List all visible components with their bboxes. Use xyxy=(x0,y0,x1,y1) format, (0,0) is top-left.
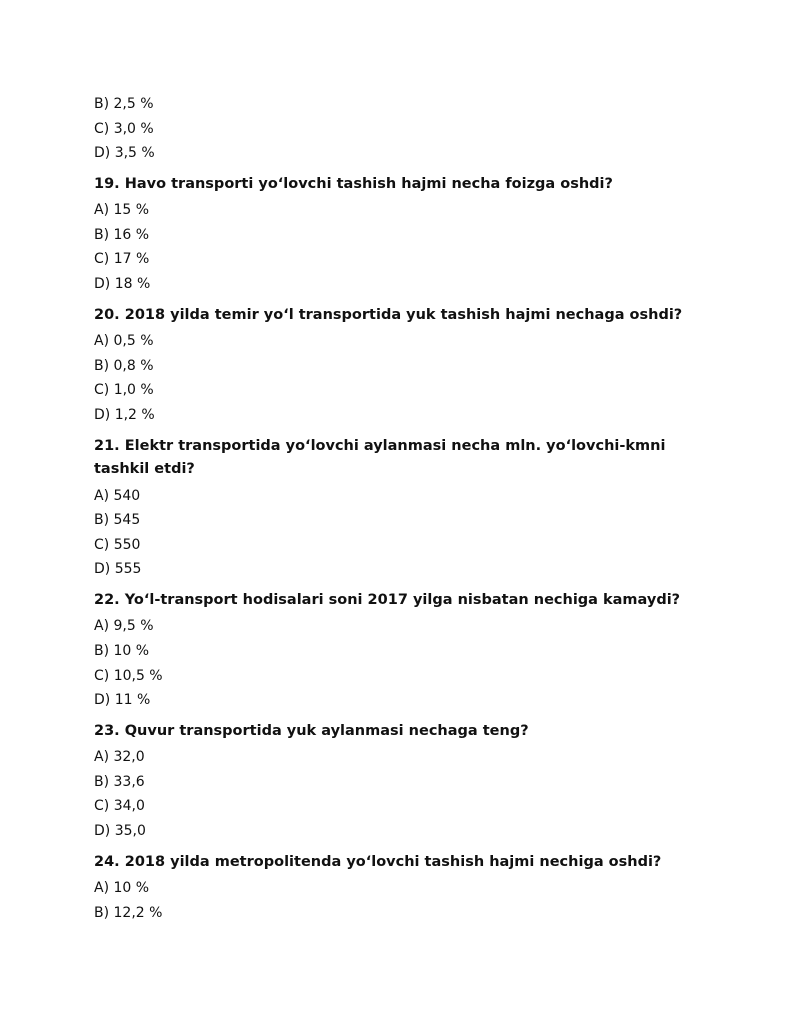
answer-option: C) 3,0 % xyxy=(94,120,154,137)
answer-option: D) 3,5 % xyxy=(94,145,155,162)
answer-option: B) 2,5 % xyxy=(94,96,154,112)
answer-option: C) 10,5 % xyxy=(94,667,163,684)
answer-option: A) 10 % xyxy=(94,880,150,897)
answer-option: D) 18 % xyxy=(94,276,151,293)
answer-option: B) 545 xyxy=(94,512,141,529)
answer-option: A) 9,5 % xyxy=(94,618,154,635)
question-21 xyxy=(94,435,714,582)
answer-option: C) 1,0 % xyxy=(94,382,154,399)
question-text: 23. Quvur transportida yuk aylanmasi nechaga teng? xyxy=(94,722,529,739)
question-text: 20. 2018 yilda temir yo‘l transportida yuk tashish hajmi nechaga oshdi? xyxy=(94,306,683,323)
question-text: 19. Havo transporti yo‘lovchi tashish hajmi necha foizga oshdi? xyxy=(94,175,613,192)
answer-option: D) 555 xyxy=(94,561,142,578)
answer-option: A) 15 % xyxy=(94,202,150,219)
question-23 xyxy=(94,720,714,844)
answer-option: B) 0,8 % xyxy=(94,357,154,374)
answer-option: C) 34,0 xyxy=(94,798,145,815)
document-page xyxy=(94,92,714,925)
answer-option: A) 540 xyxy=(94,487,141,504)
answer-option: D) 11 % xyxy=(94,692,151,709)
question-19 xyxy=(94,173,714,297)
answer-option: B) 12,2 % xyxy=(94,904,163,921)
question-text: 24. 2018 yilda metropolitenda yo‘lovchi tashish hajmi nechiga oshdi? xyxy=(94,853,662,870)
question-20 xyxy=(94,304,714,428)
answer-option: C) 550 xyxy=(94,536,141,553)
answer-option: B) 10 % xyxy=(94,643,150,659)
question-text: 21. Elektr transportida yo‘lovchi aylanmasi necha mln. yo‘lovchi-kmni tashkil etdi? xyxy=(94,437,666,478)
answer-option: C) 17 % xyxy=(94,251,150,268)
question-24 xyxy=(94,851,714,926)
question-text: 22. Yo‘l-transport hodisalari soni 2017 yilga nisbatan nechiga kamaydi? xyxy=(94,591,681,608)
lead-options xyxy=(94,92,714,166)
answer-option: A) 32,0 xyxy=(94,749,145,766)
answer-option: B) 33,6 xyxy=(94,773,145,790)
answer-option: A) 0,5 % xyxy=(94,333,154,350)
question-22 xyxy=(94,589,714,713)
answer-option: D) 1,2 % xyxy=(94,406,155,423)
answer-option: D) 35,0 xyxy=(94,823,146,840)
answer-option: B) 16 % xyxy=(94,226,150,243)
